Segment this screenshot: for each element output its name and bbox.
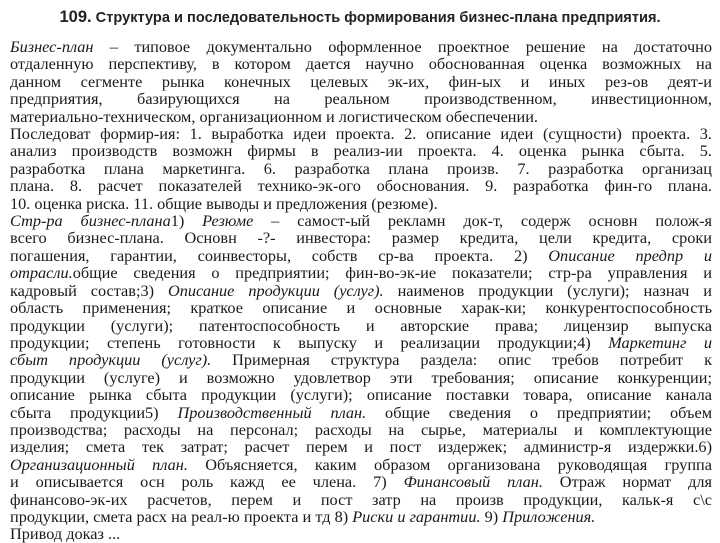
structure-line [10,472,712,492]
structure-line [10,332,713,352]
italic-heading-run: Риски и гарантии. [352,506,481,526]
text-run: продукции; степень готовности к выпуску и реализации продукции;4) [10,332,609,352]
page-title [0,8,720,27]
italic-heading-run: Приложения. [502,506,596,526]
text-run: 1) [170,211,203,231]
text-run: и описывается осн роль кажд ее члена. 7) [10,472,404,492]
definition-text: – типовое документально оформленное проектное решение на достаточно [93,37,712,56]
definition-line [10,106,712,126]
text-run: финансово-эк-их расчетов, перем и пост затр на произв продукции, кальк-я с\с [10,489,712,509]
italic-heading-run: Резюме [202,211,254,231]
sequence-line: Последоват формир-ия: 1. выработка идеи проекта. 2. описание идеи (сущности) проекта. 3. [10,124,712,144]
structure-line [10,402,713,422]
text-run: область применения; краткое описание и основные харак-ки; конкурентоспособность [10,298,712,318]
definition-text: отдаленную перспективу, в котором дается научно обоснованная оценка возможных на [10,54,712,74]
structure-line [10,489,712,509]
structure-line [10,437,712,457]
definition-text: предприятия, базирующихся на реальном производственном, инвестиционном, [10,89,712,109]
structure-line [10,385,712,405]
structure-line [10,211,712,231]
text-run: изделия; смета тек затрат; расчет перем и пост издержек; администр-я издержки.6) [10,437,712,457]
definition-text: данном сегменте рынка конечных целевых эк-их, фин-ых и иных рез-ов деят-и [10,71,712,91]
italic-heading-run: Описание предпр и [548,245,712,265]
italic-heading-run: Производственный план. [177,402,367,422]
italic-heading-run: Маркетинг и [608,332,713,352]
sequence-line: разработка плана маркетинга. 6. разработка плана произв. 7. разработка организац [10,158,712,178]
text-run: всего бизнес-плана. Основн -?- инвестора: размер кредита, цели кредита, сроки [10,228,712,248]
structure-line [10,350,712,370]
structure-bullet-item [10,212,712,543]
definition-paragraph [10,38,712,125]
structure-line [10,245,712,265]
definition-line [10,71,712,91]
title-text: Структура и последовательность формирования бизнес-плана предприятия. [91,10,661,26]
text-run: продукции (услуги); патентоспособность и авторские права; лицензир выпуска [10,315,712,335]
structure-line [10,228,712,248]
text-run: кадровый состав;3) [10,280,168,300]
text-run: описание рынка сбыта продукции (услуги); описание поставки товара, описание канала [10,385,712,405]
sequence-line: плана. 8. расчет показателей технико-эк-ого обоснования. 9. разработка фин-го плана. [10,176,712,196]
text-run: наименов продукции (услуги); назнач и [383,280,712,300]
text-run: продукции, смета расх на реал-ю проекта и тд 8) [10,506,353,526]
text-run: 9) [480,506,503,526]
text-run: Отраж нормат для [542,472,712,492]
sequence-line: 10. оценка риска. 11. общие выводы и предложения (резюме). [10,193,438,213]
text-run: общие сведения о предприятии; объем [366,402,713,422]
structure-line [10,454,712,474]
text-run: сбыта продукции5) [10,402,178,422]
italic-heading-run: Организационный план. [10,454,188,474]
sequence-line: анализ производств возможн фирмы в реализ-ии проекта. 4. оценка рынка сбыта. 5. [10,141,712,161]
text-run: общие сведения о предприятии; фин-во-эк-ие показатели; стр-ра управления и [72,263,712,283]
italic-heading-run: Описание продукции (услуг). [167,280,384,300]
text-run: Объясняется, каким образом организована руководящая группа [187,454,712,474]
text-run: продукции (услуге) и возможно удовлетвор эти требования; описание конкуренции; [10,367,712,387]
text-run: погашения, гарантии, соинвесторы, собств ср-ва проекта. 2) [10,245,549,265]
structure-line [10,506,712,526]
bullet-marker [8,212,28,229]
text-run: производства; расходы на персонал; расходы на сырье, материалы и комплектующие [10,419,712,439]
italic-heading-run: сбыт продукции (услуг). [10,350,212,370]
structure-line [10,524,712,543]
definition-line [10,37,712,56]
structure-line [10,298,712,318]
structure-line [10,419,712,439]
structure-line [10,367,712,387]
structure-line [10,280,712,300]
structure-line [10,263,712,283]
text-run: – самост-ый рекламн док-т, содерж основн полож-я [253,211,712,231]
italic-heading-run: Стр-ра бизнес-плана [10,211,171,231]
document-body [10,38,712,543]
sequence-paragraph [10,125,712,212]
definition-text: материально-техническом, организационном и логистическом обеспечении. [10,106,539,126]
structure-line [10,315,712,335]
definition-line [10,54,712,74]
definition-line [10,89,712,109]
italic-heading-run: Финансовый план. [403,472,543,492]
italic-heading-run: отрасли. [10,263,73,283]
title-number: 109. [59,8,92,26]
text-run: Примерная структура раздела: опис требов потребит к [211,350,712,370]
text-run: Привод доказ ... [10,524,121,543]
definition-term: Бизнес-план [10,37,94,56]
